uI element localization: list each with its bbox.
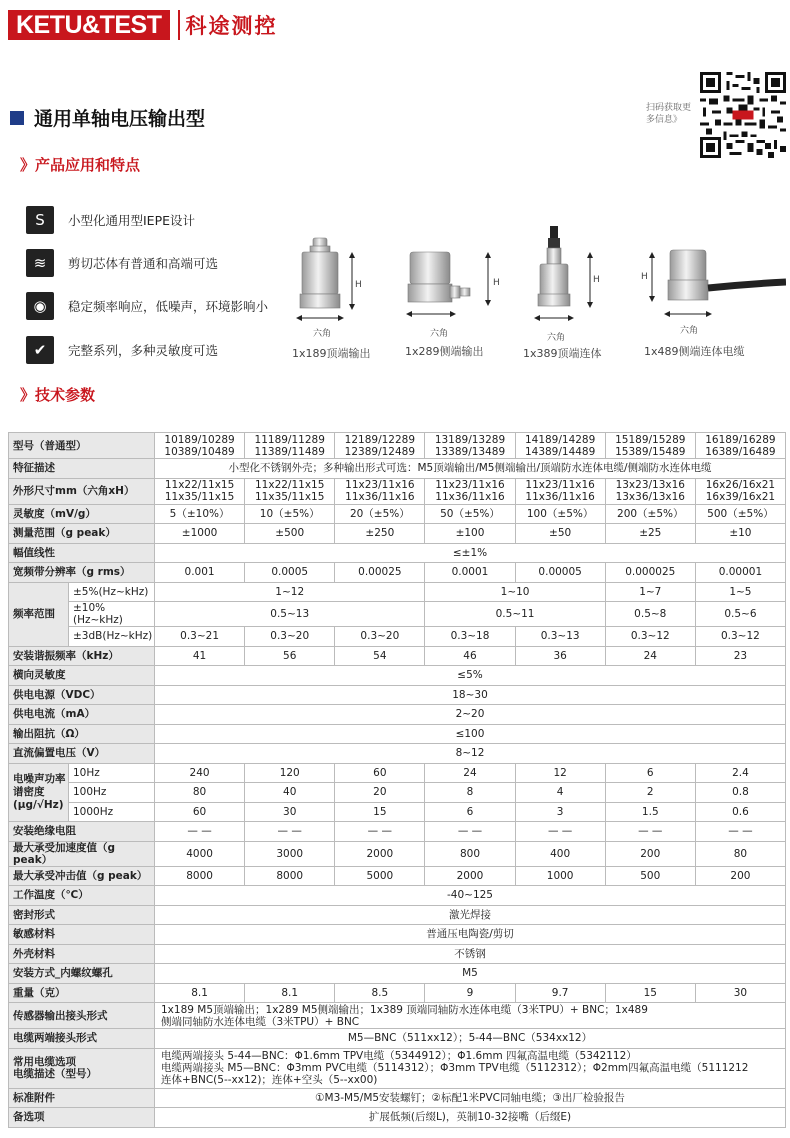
table-cell: 11x23/11x16 11x36/11x16 bbox=[335, 478, 425, 504]
table-cell: — — bbox=[245, 822, 335, 842]
table-cell: 20 bbox=[335, 783, 425, 803]
row-label: 安装谐振频率（kHz） bbox=[9, 646, 155, 666]
table-row bbox=[9, 666, 786, 686]
table-row bbox=[9, 602, 786, 627]
table-row bbox=[9, 925, 786, 945]
table-cell: 0.00001 bbox=[695, 563, 785, 583]
row-label: 密封形式 bbox=[9, 905, 155, 925]
row-label: 型号（普通型） bbox=[9, 433, 155, 459]
table-cell: 20（±5%） bbox=[335, 504, 425, 524]
row-label: 供电电源（VDC） bbox=[9, 685, 155, 705]
sub-label: 1000Hz bbox=[69, 802, 155, 822]
table-row bbox=[9, 744, 786, 764]
row-label: 灵敏度（mV/g） bbox=[9, 504, 155, 524]
title-square-icon bbox=[10, 111, 24, 125]
table-cell: ±250 bbox=[335, 524, 425, 544]
table-row bbox=[9, 944, 786, 964]
table-cell: 0.0001 bbox=[425, 563, 515, 583]
table-cell: 8000 bbox=[155, 866, 245, 886]
table-row bbox=[9, 705, 786, 725]
row-label: 最大承受冲击值（g peak） bbox=[9, 866, 155, 886]
row-label: 供电电流（mA） bbox=[9, 705, 155, 725]
table-row bbox=[9, 504, 786, 524]
table-cell: 1000 bbox=[515, 866, 605, 886]
row-label: 输出阻抗（Ω） bbox=[9, 724, 155, 744]
table-cell: — — bbox=[425, 822, 515, 842]
table-row bbox=[9, 646, 786, 666]
qr-hint: 扫码获取更多信息》 bbox=[646, 103, 692, 125]
row-label: 宽频带分辨率（g rms） bbox=[9, 563, 155, 583]
table-cell: 1~5 bbox=[695, 582, 785, 602]
table-cell: 500 bbox=[605, 866, 695, 886]
table-cell: 120 bbox=[245, 763, 335, 783]
table-row bbox=[9, 433, 786, 459]
table-cell: 3 bbox=[515, 802, 605, 822]
table-cell: 200 bbox=[695, 866, 785, 886]
table-row bbox=[9, 627, 786, 647]
table-cell: 1~12 bbox=[155, 582, 425, 602]
row-label: 安装方式_内螺纹螺孔 bbox=[9, 964, 155, 984]
table-cell: 0.5~11 bbox=[425, 602, 605, 627]
table-cell: 普通压电陶瓷/剪切 bbox=[155, 925, 786, 945]
table-row bbox=[9, 1088, 786, 1108]
table-cell: 0.6 bbox=[695, 802, 785, 822]
table-cell: 0.5~13 bbox=[155, 602, 425, 627]
table-cell: 5（±10%） bbox=[155, 504, 245, 524]
table-cell: 0.3~13 bbox=[515, 627, 605, 647]
brand-name-cn: 科途测控 bbox=[185, 14, 278, 38]
row-label: 重量（克） bbox=[9, 983, 155, 1003]
table-cell: 80 bbox=[695, 841, 785, 866]
product-caption: 1x389顶端连体 bbox=[523, 347, 602, 360]
table-cell: 24 bbox=[605, 646, 695, 666]
table-row bbox=[9, 783, 786, 803]
sub-label: ±3dB(Hz~kHz) bbox=[69, 627, 155, 647]
product-height-label: H bbox=[355, 280, 362, 290]
product-caption: 1x189顶端输出 bbox=[292, 347, 371, 360]
page-title: 通用单轴电压输出型 bbox=[34, 108, 206, 130]
table-cell: 15 bbox=[605, 983, 695, 1003]
table-cell: 60 bbox=[155, 802, 245, 822]
section-features-heading: 》产品应用和特点 bbox=[20, 156, 141, 174]
table-cell: 8 bbox=[425, 783, 515, 803]
table-row bbox=[9, 802, 786, 822]
table-cell: 36 bbox=[515, 646, 605, 666]
table-cell: 电缆两端接头 5-44—BNC：Φ1.6mm TPV电缆（5344912）；Φ1.6mm 四氟高温电缆（5342112） 电缆两端接头 M5—BNC：Φ3mm PVC电缆（5114312）；Φ3mm TPV电缆（5112312）；Φ2mm四氟高温电缆（5111212 连体+BNC(5--xx12)；连体+空头（5--xx00) bbox=[155, 1048, 786, 1088]
table-cell: 240 bbox=[155, 763, 245, 783]
brand-logo bbox=[8, 8, 278, 42]
table-cell: ±50 bbox=[515, 524, 605, 544]
table-cell: 9.7 bbox=[515, 983, 605, 1003]
row-label: 工作温度（℃） bbox=[9, 886, 155, 906]
product-caption: 1x489侧端连体电缆 bbox=[644, 345, 745, 358]
table-cell: 80 bbox=[155, 783, 245, 803]
table-cell: 激光焊接 bbox=[155, 905, 786, 925]
table-cell: 4000 bbox=[155, 841, 245, 866]
table-cell: 10（±5%） bbox=[245, 504, 335, 524]
table-cell: -40~125 bbox=[155, 886, 786, 906]
row-label: 特征描述 bbox=[9, 459, 155, 479]
table-cell: 0.8 bbox=[695, 783, 785, 803]
row-label: 外形尺寸mm（六角xH） bbox=[9, 478, 155, 504]
table-row bbox=[9, 763, 786, 783]
section-specs-heading: 》技术参数 bbox=[20, 386, 96, 404]
table-row bbox=[9, 983, 786, 1003]
table-cell: 8.1 bbox=[245, 983, 335, 1003]
table-cell: 1.5 bbox=[605, 802, 695, 822]
sub-label: 100Hz bbox=[69, 783, 155, 803]
table-cell: 0.5~8 bbox=[605, 602, 695, 627]
table-row bbox=[9, 563, 786, 583]
table-row bbox=[9, 886, 786, 906]
table-cell: 0.5~6 bbox=[695, 602, 785, 627]
table-cell: 40 bbox=[245, 783, 335, 803]
sub-label: 10Hz bbox=[69, 763, 155, 783]
table-cell: — — bbox=[515, 822, 605, 842]
table-row bbox=[9, 459, 786, 479]
table-row bbox=[9, 524, 786, 544]
table-cell: 3000 bbox=[245, 841, 335, 866]
qr-code-icon[interactable] bbox=[700, 72, 786, 158]
table-row bbox=[9, 478, 786, 504]
table-cell: 0.001 bbox=[155, 563, 245, 583]
table-cell: 54 bbox=[335, 646, 425, 666]
row-label: 横向灵敏度 bbox=[9, 666, 155, 686]
signal-icon: ◉ bbox=[26, 292, 54, 320]
row-label: 敏感材料 bbox=[9, 925, 155, 945]
table-cell: 8.1 bbox=[155, 983, 245, 1003]
feature-item bbox=[26, 206, 195, 234]
table-cell: 1~10 bbox=[425, 582, 605, 602]
table-cell: 0.3~12 bbox=[605, 627, 695, 647]
table-cell: ≤100 bbox=[155, 724, 786, 744]
table-cell: 200（±5%） bbox=[605, 504, 695, 524]
table-cell: 0.00005 bbox=[515, 563, 605, 583]
product-caption: 1x289侧端输出 bbox=[405, 345, 484, 358]
table-cell: 5000 bbox=[335, 866, 425, 886]
table-cell: 0.3~21 bbox=[155, 627, 245, 647]
table-cell: ±10 bbox=[695, 524, 785, 544]
product-1x289-image bbox=[404, 248, 504, 328]
product-hex-label: 六角 bbox=[547, 333, 566, 343]
row-label: 标准附件 bbox=[9, 1088, 155, 1108]
page-title-row bbox=[10, 104, 205, 131]
table-cell: 0.0005 bbox=[245, 563, 335, 583]
table-row bbox=[9, 685, 786, 705]
table-cell: ±100 bbox=[425, 524, 515, 544]
table-cell: 50（±5%） bbox=[425, 504, 515, 524]
table-cell: 16189/16289 16389/16489 bbox=[695, 433, 785, 459]
table-cell: 1~7 bbox=[605, 582, 695, 602]
row-label: 电噪声功率谱密度(μg/√Hz) bbox=[9, 763, 69, 822]
feature-text: 稳定频率响应，低噪声，环境影响小 bbox=[68, 299, 269, 314]
table-row bbox=[9, 822, 786, 842]
row-label: 传感器输出接头形式 bbox=[9, 1003, 155, 1029]
sub-label: ±5%(Hz~kHz) bbox=[69, 582, 155, 602]
row-label: 安装绝缘电阻 bbox=[9, 822, 155, 842]
product-height-label: H bbox=[493, 278, 500, 288]
table-cell: 12189/12289 12389/12489 bbox=[335, 433, 425, 459]
table-cell: 15189/15289 15389/15489 bbox=[605, 433, 695, 459]
table-cell: 6 bbox=[605, 763, 695, 783]
feature-text: 完整系列，多种灵敏度可选 bbox=[68, 343, 219, 358]
table-cell: 16x26/16x21 16x39/16x21 bbox=[695, 478, 785, 504]
table-cell: M5 bbox=[155, 964, 786, 984]
table-row bbox=[9, 1029, 786, 1049]
product-hex-label: 六角 bbox=[313, 329, 332, 339]
table-cell: 8.5 bbox=[335, 983, 425, 1003]
table-cell: 56 bbox=[245, 646, 335, 666]
spec-table bbox=[8, 432, 786, 1128]
table-cell: M5—BNC（511xx12）；5-44—BNC（534xx12） bbox=[155, 1029, 786, 1049]
table-cell: — — bbox=[695, 822, 785, 842]
table-cell: 11189/11289 11389/11489 bbox=[245, 433, 335, 459]
table-row bbox=[9, 841, 786, 866]
product-hex-label: 六角 bbox=[430, 329, 449, 339]
table-cell: ≤±1% bbox=[155, 543, 786, 563]
table-cell: — — bbox=[605, 822, 695, 842]
table-cell: ±1000 bbox=[155, 524, 245, 544]
table-cell: — — bbox=[335, 822, 425, 842]
table-cell: 100（±5%） bbox=[515, 504, 605, 524]
table-cell: 2000 bbox=[425, 866, 515, 886]
table-cell: 60 bbox=[335, 763, 425, 783]
table-cell: ±500 bbox=[245, 524, 335, 544]
table-cell: 13x23/13x16 13x36/13x16 bbox=[605, 478, 695, 504]
table-row bbox=[9, 964, 786, 984]
brand-name-en: KETU&TEST bbox=[8, 10, 170, 40]
table-cell: 11x23/11x16 11x36/11x16 bbox=[425, 478, 515, 504]
table-cell: 扩展低频(后缀L)，英制10-32接嘴（后缀E) bbox=[155, 1108, 786, 1128]
table-cell: 18~30 bbox=[155, 685, 786, 705]
s-letter-icon: S bbox=[26, 206, 54, 234]
table-cell: 9 bbox=[425, 983, 515, 1003]
row-label: 常用电缆选项 电缆描述（型号） bbox=[9, 1048, 155, 1088]
table-cell: 不锈钢 bbox=[155, 944, 786, 964]
table-cell: 30 bbox=[695, 983, 785, 1003]
row-label: 幅值线性 bbox=[9, 543, 155, 563]
table-row bbox=[9, 582, 786, 602]
table-cell: 2 bbox=[605, 783, 695, 803]
table-cell: 41 bbox=[155, 646, 245, 666]
table-cell: 12 bbox=[515, 763, 605, 783]
table-row bbox=[9, 905, 786, 925]
table-row bbox=[9, 1048, 786, 1088]
table-cell: — — bbox=[155, 822, 245, 842]
table-cell: 6 bbox=[425, 802, 515, 822]
feature-item bbox=[26, 336, 218, 364]
table-cell: 11x23/11x16 11x36/11x16 bbox=[515, 478, 605, 504]
table-cell: 24 bbox=[425, 763, 515, 783]
table-cell: 0.3~18 bbox=[425, 627, 515, 647]
feature-text: 剪切芯体有普通和高端可选 bbox=[68, 256, 219, 271]
table-cell: 0.00025 bbox=[335, 563, 425, 583]
table-cell: 30 bbox=[245, 802, 335, 822]
table-cell: 小型化不锈钢外壳；多种输出形式可选：M5顶端输出/M5侧端输出/顶端防水连体电缆/侧端防水连体电缆 bbox=[155, 459, 786, 479]
table-cell: 800 bbox=[425, 841, 515, 866]
table-cell: 0.000025 bbox=[605, 563, 695, 583]
table-cell: ±25 bbox=[605, 524, 695, 544]
table-cell: 23 bbox=[695, 646, 785, 666]
table-cell: 2.4 bbox=[695, 763, 785, 783]
table-cell: 15 bbox=[335, 802, 425, 822]
table-cell: 11x22/11x15 11x35/11x15 bbox=[245, 478, 335, 504]
layers-icon: ≋ bbox=[26, 249, 54, 277]
table-cell: 2~20 bbox=[155, 705, 786, 725]
table-cell: 4 bbox=[515, 783, 605, 803]
product-1x489-image bbox=[636, 244, 786, 324]
row-label: 电缆两端接头形式 bbox=[9, 1029, 155, 1049]
feature-item bbox=[26, 292, 268, 320]
product-hex-label: 六角 bbox=[680, 326, 699, 336]
table-cell: 0.3~12 bbox=[695, 627, 785, 647]
table-cell: 1x189 M5顶端输出；1x289 M5侧端输出；1x389 顶端同轴防水连体电缆（3米TPU）+ BNC；1x489 侧端同轴防水连体电缆（3米TPU）+ BNC bbox=[155, 1003, 786, 1029]
table-cell: 400 bbox=[515, 841, 605, 866]
check-icon: ✔ bbox=[26, 336, 54, 364]
row-label: 测量范围（g peak） bbox=[9, 524, 155, 544]
table-cell: ①M3-M5/M5安装螺钉；②标配1米PVC同轴电缆；③出厂检验报告 bbox=[155, 1088, 786, 1108]
feature-item bbox=[26, 249, 218, 277]
table-row bbox=[9, 866, 786, 886]
table-cell: ≤5% bbox=[155, 666, 786, 686]
row-label: 直流偏置电压（V） bbox=[9, 744, 155, 764]
table-cell: 0.3~20 bbox=[335, 627, 425, 647]
table-cell: 200 bbox=[605, 841, 695, 866]
row-label: 备选项 bbox=[9, 1108, 155, 1128]
table-cell: 11x22/11x15 11x35/11x15 bbox=[155, 478, 245, 504]
row-label: 频率范围 bbox=[9, 582, 69, 646]
feature-text: 小型化通用型IEPE设计 bbox=[68, 213, 196, 228]
table-row bbox=[9, 543, 786, 563]
row-label: 最大承受加速度值（g peak） bbox=[9, 841, 155, 866]
table-row bbox=[9, 1108, 786, 1128]
table-cell: 2000 bbox=[335, 841, 425, 866]
table-row bbox=[9, 1003, 786, 1029]
table-cell: 13189/13289 13389/13489 bbox=[425, 433, 515, 459]
row-label: 外壳材料 bbox=[9, 944, 155, 964]
table-cell: 500（±5%） bbox=[695, 504, 785, 524]
table-row bbox=[9, 724, 786, 744]
table-cell: 14189/14289 14389/14489 bbox=[515, 433, 605, 459]
product-height-label: H bbox=[641, 272, 648, 282]
table-cell: 0.3~20 bbox=[245, 627, 335, 647]
table-cell: 8~12 bbox=[155, 744, 786, 764]
table-cell: 8000 bbox=[245, 866, 335, 886]
sub-label: ±10%(Hz~kHz) bbox=[69, 602, 155, 627]
product-height-label: H bbox=[593, 275, 600, 285]
logo-divider bbox=[178, 10, 180, 40]
table-cell: 46 bbox=[425, 646, 515, 666]
table-cell: 10189/10289 10389/10489 bbox=[155, 433, 245, 459]
